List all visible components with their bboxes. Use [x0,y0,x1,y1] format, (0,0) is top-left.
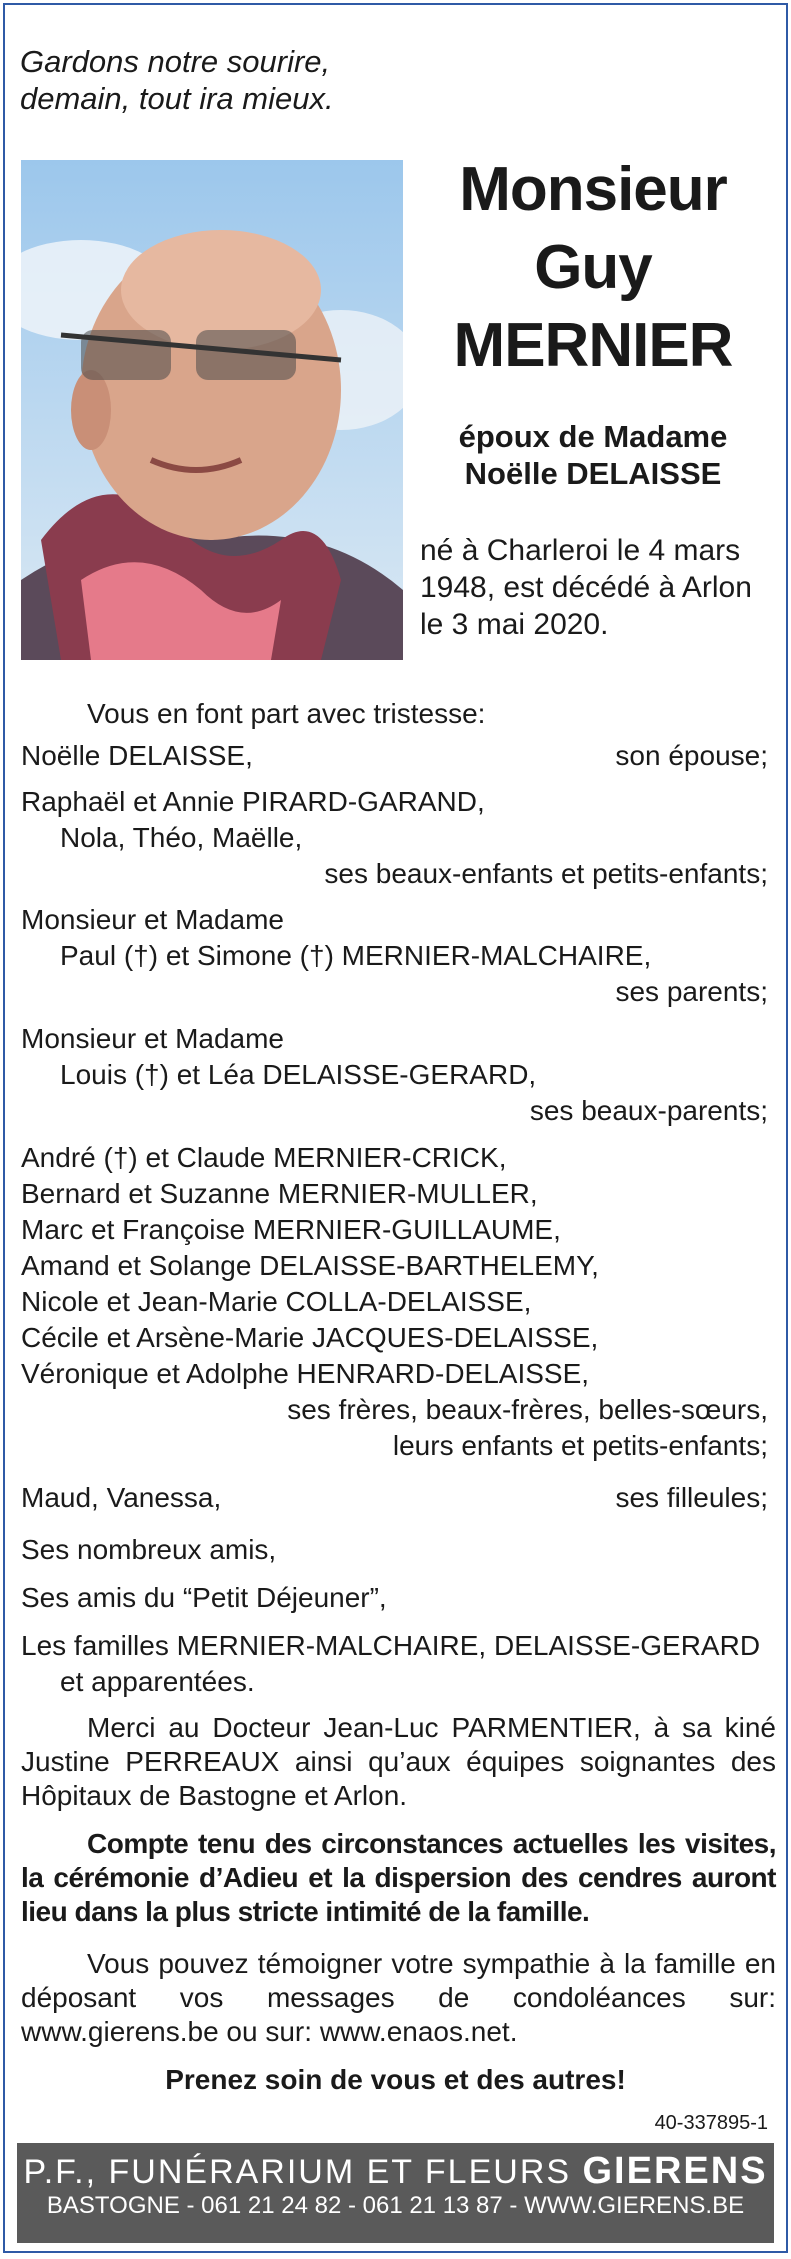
parents-role: ses parents; [615,976,768,1007]
sibling-line: Véronique et Adolphe HENRARD-DELAISSE, [21,1358,590,1389]
condolences-paragraph: Vous pouvez témoigner votre sympathie à la famille en déposant vos messages de condoléances sur: www.gierens.be ou sur: www.enaos.net. [21,1948,776,2047]
thanks-paragraph: Merci au Docteur Jean-Luc PARMENTIER, à sa kiné Justine PERREAUX ainsi qu’aux équipes soignantes des Hôpitaux de Bastogne et Arlon. [21,1712,776,1811]
parents-line-1: Monsieur et Madame [21,904,285,935]
siblings-role-2: leurs enfants et petits-enfants; [392,1430,768,1461]
parents-line-2: Paul (†) et Simone (†) MERNIER-MALCHAIRE, [60,940,652,971]
godchildren-row [21,1481,768,1515]
birth-death-details: né à Charleroi le 4 mars 1948, est décédé à Arlon le 3 mai 2020. [420,534,752,641]
closing-line: Prenez soin de vous et des autres! [165,2064,626,2095]
sibling-line: Nicole et Jean-Marie COLLA-DELAISSE, [21,1286,532,1317]
portrait-photo [21,160,403,660]
deceased-first-name: Guy [534,233,652,302]
motto: Gardons notre sourire, demain, tout ira mieux. [20,44,334,116]
sibling-line: André (†) et Claude MERNIER-CRICK, [21,1142,507,1173]
wife-role: son épouse; [615,740,768,771]
stepchildren-line-2: Nola, Théo, Maëlle, [60,822,303,853]
spouse-line-1: époux de Madame [458,419,728,454]
deceased-last-name: MERNIER [453,311,733,380]
families-line-2: et apparentées. [60,1666,255,1697]
godchildren-role: ses filleules; [615,1482,768,1513]
inlaws-line-1: Monsieur et Madame [21,1023,285,1054]
wife-name: Noëlle DELAISSE, [21,740,253,771]
footer-prefix: P.F., FUNÉRARIUM ET FLEURS [23,2153,572,2191]
footer-brand: GIERENS [582,2150,768,2192]
sibling-line: Cécile et Arsène-Marie JACQUES-DELAISSE, [21,1322,599,1353]
sibling-line: Bernard et Suzanne MERNIER-MULLER, [21,1178,538,1209]
ceremony-notice: Compte tenu des circonstances actuelles les visites, la cérémonie d’Adieu et la dispersion des cendres auront lieu dans la plus stricte intimité de la famille. [21,1828,776,1927]
wife-row [21,739,768,773]
footer-contact: BASTOGNE - 061 21 24 82 - 061 21 13 87 - WWW.GIERENS.BE [46,2192,745,2219]
obituary-notice [3,3,788,2253]
stepchildren-line-1: Raphaël et Annie PIRARD-GARAND, [21,786,485,817]
stepchildren-role: ses beaux-enfants et petits-enfants; [324,858,768,889]
intro-line: Vous en font part avec tristesse: [87,698,486,729]
families-line-1: Les familles MERNIER-MALCHAIRE, DELAISSE-GERARD [21,1630,761,1661]
spouse-line-2: Noëlle DELAISSE [464,456,722,491]
sibling-line: Amand et Solange DELAISSE-BARTHELEMY, [21,1250,599,1281]
funeral-home-footer [17,2143,774,2243]
breakfast-friends-line: Ses amis du “Petit Déjeuner”, [21,1582,387,1613]
friends-line: Ses nombreux amis, [21,1534,277,1565]
inlaws-line-2: Louis (†) et Léa DELAISSE-GERARD, [60,1059,537,1090]
siblings-role-1: ses frères, beaux-frères, belles-sœurs, [287,1394,768,1425]
inlaws-role: ses beaux-parents; [529,1095,768,1126]
deceased-title: Monsieur [459,155,727,224]
reference-number: 40-337895-1 [654,2112,768,2134]
footer-line-1 [17,2151,774,2192]
godchildren-name: Maud, Vanessa, [21,1482,222,1513]
sibling-line: Marc et Françoise MERNIER-GUILLAUME, [21,1214,561,1245]
